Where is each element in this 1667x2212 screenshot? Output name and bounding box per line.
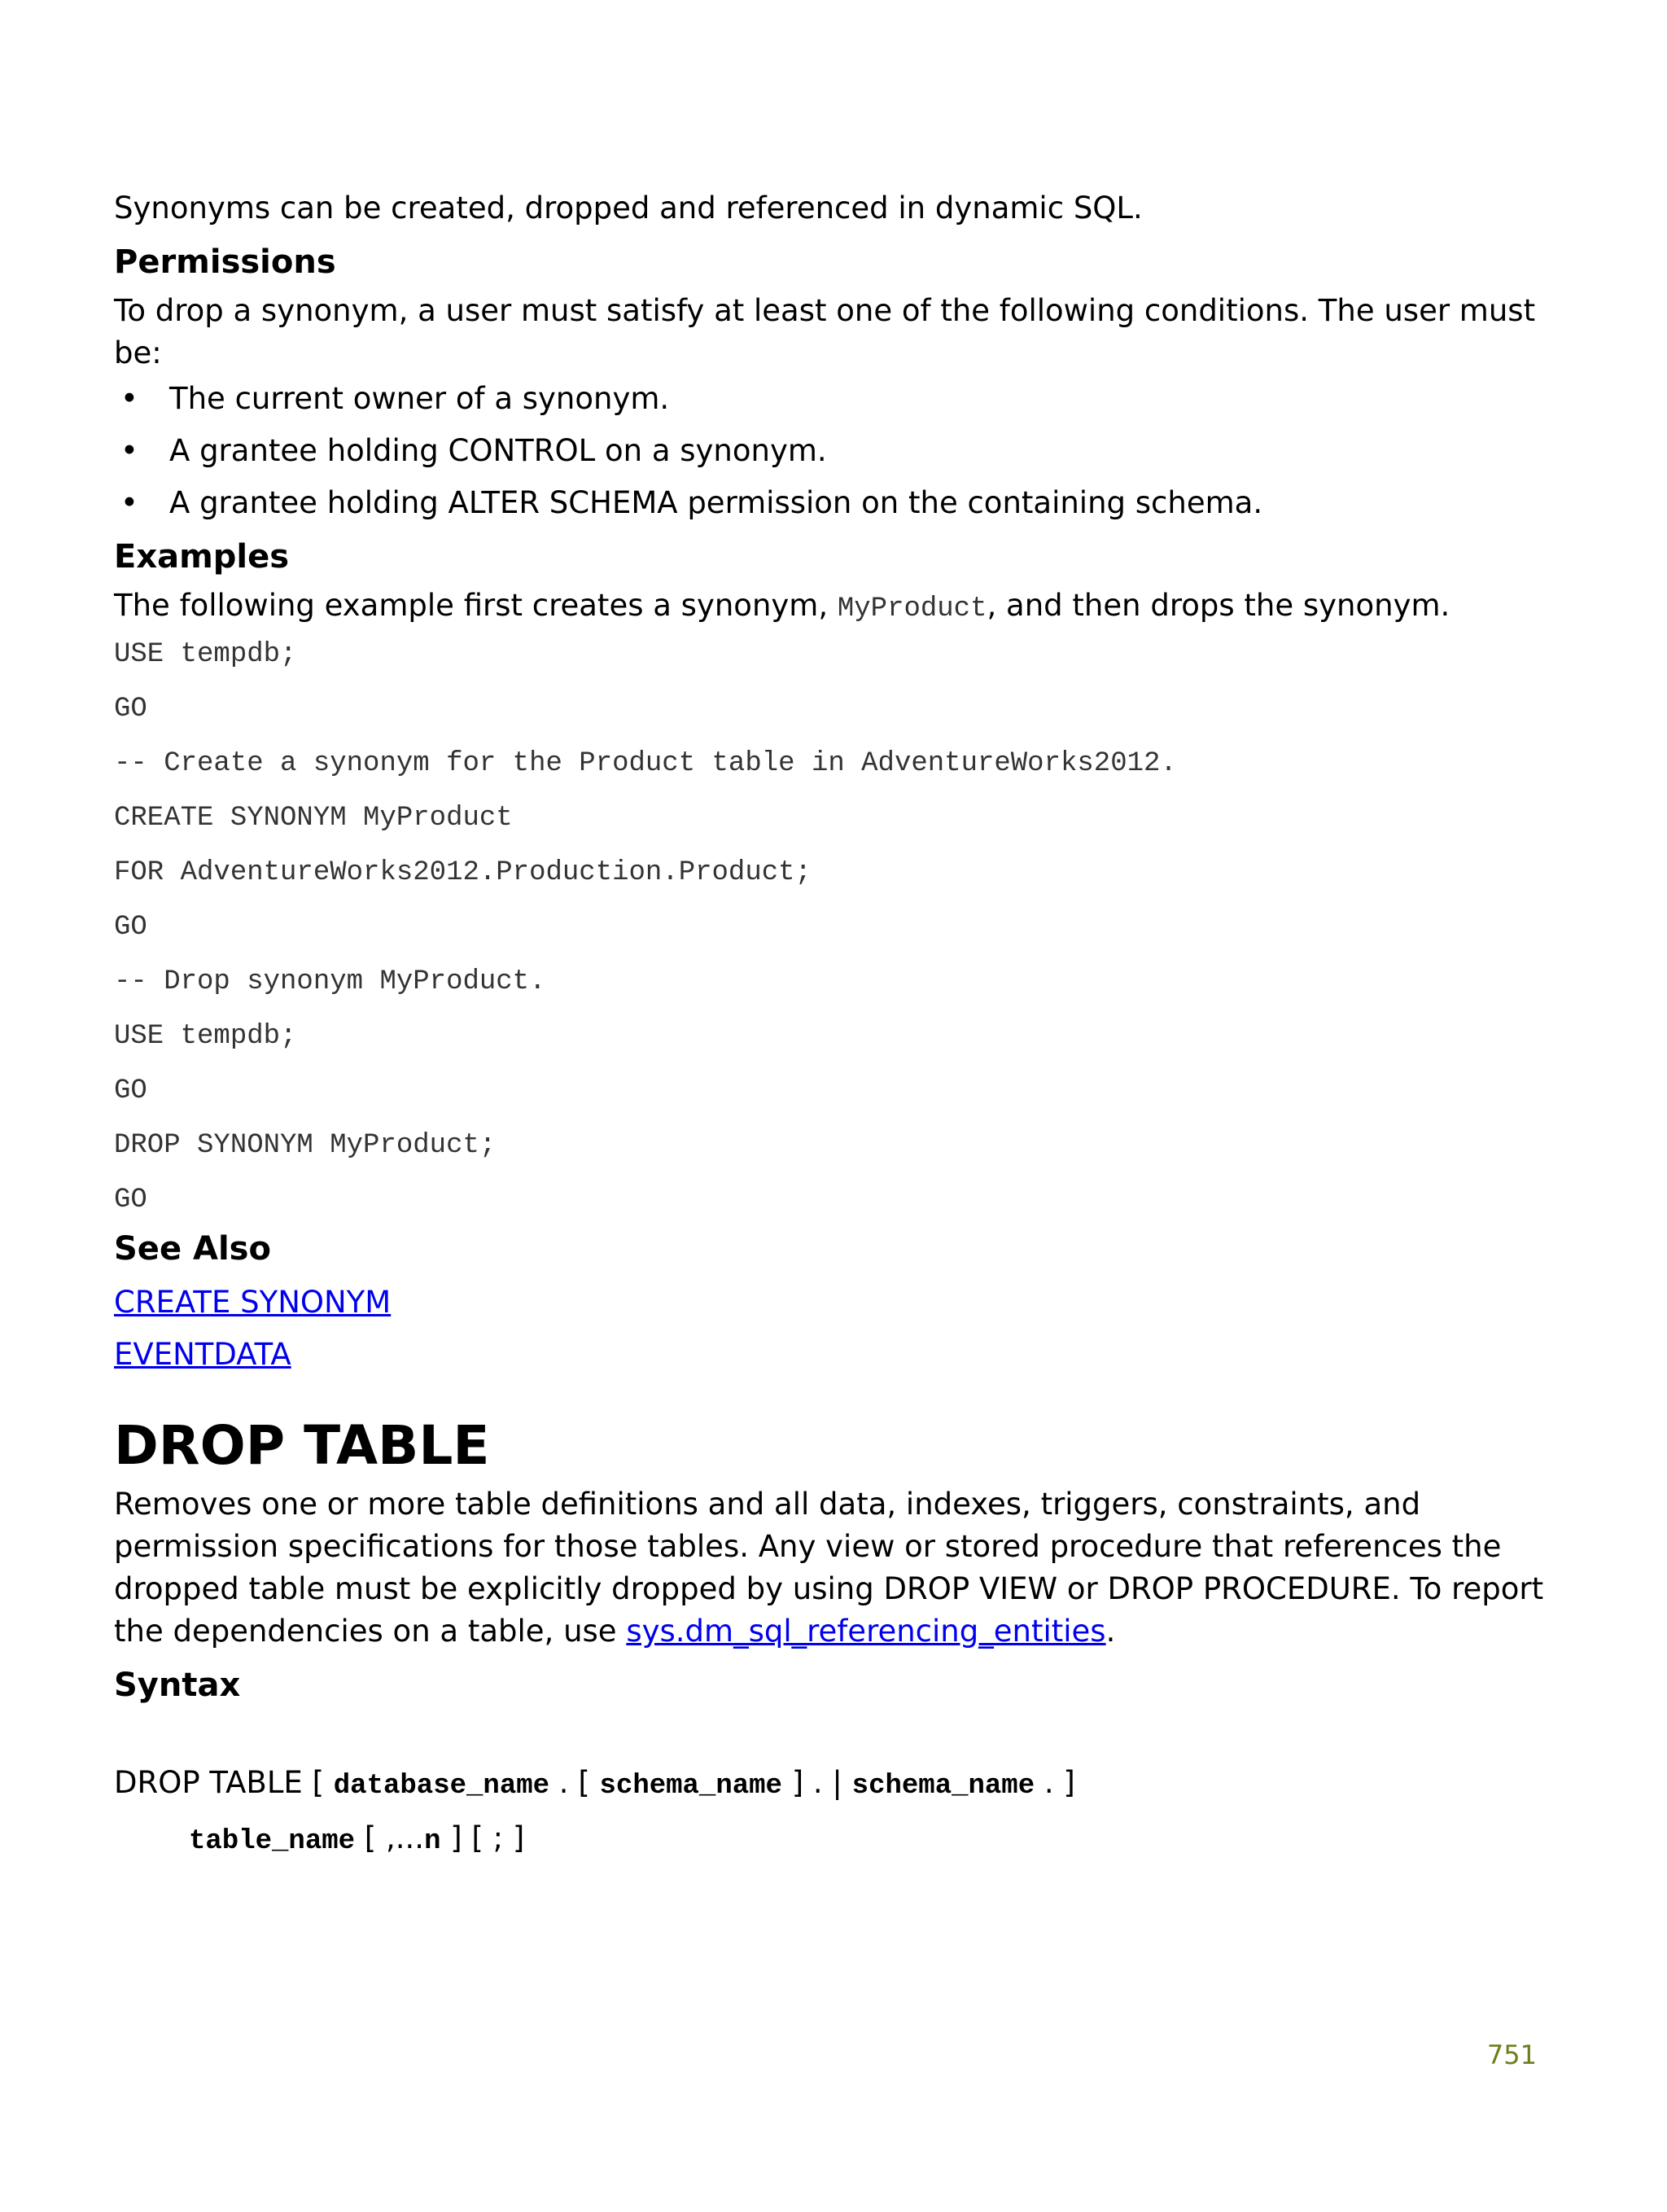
drop-table-title: DROP TABLE <box>114 1414 490 1477</box>
link-sys-dm-sql-referencing-entities[interactable]: sys.dm_sql_referencing_entities <box>626 1614 1106 1649</box>
code-line: CREATE SYNONYM MyProduct <box>114 803 513 834</box>
syntax-line-1: DROP TABLE [ database_name . [ schema_name ] . | schema_name . ] <box>114 1765 1075 1802</box>
permissions-heading: Permissions <box>114 243 336 281</box>
code-line: USE tempdb; <box>114 639 297 670</box>
document-page <box>114 187 1547 1868</box>
examples-heading: Examples <box>114 538 290 576</box>
permissions-text: To drop a synonym, a user must satisfy at least one of the following conditions. The user must be: <box>114 293 1536 370</box>
code-line: GO <box>114 912 147 943</box>
permissions-list <box>114 378 1547 524</box>
bullet-icon: • <box>120 433 138 468</box>
syntax-heading: Syntax <box>114 1667 241 1704</box>
code-line: -- Drop synonym MyProduct. <box>114 966 546 997</box>
code-line: USE tempdb; <box>114 1021 297 1052</box>
code-line: GO <box>114 1185 147 1216</box>
see-also-heading: See Also <box>114 1230 271 1268</box>
code-line: -- Create a synonym for the Product table in AdventureWorks2012. <box>114 748 1177 779</box>
examples-text: The following example first creates a synonym, MyProduct, and then drops the synonym. <box>114 588 1450 624</box>
link-eventdata[interactable]: EVENTDATA <box>114 1337 291 1372</box>
page-number: 751 <box>1486 2039 1537 2070</box>
syntax-line-2: table_name [ ,...n ] [ ; ] <box>189 1820 525 1857</box>
list-item: • A grantee holding ALTER SCHEMA permission on the containing schema. <box>114 482 1547 524</box>
syntax-block <box>114 1757 1547 1868</box>
code-line: FOR AdventureWorks2012.Production.Product; <box>114 857 812 888</box>
code-line: GO <box>114 694 147 725</box>
inline-code: MyProduct <box>837 594 987 624</box>
code-line: DROP SYNONYM MyProduct; <box>114 1130 497 1161</box>
bullet-icon: • <box>120 381 138 416</box>
list-item: • A grantee holding CONTROL on a synonym. <box>114 430 1547 472</box>
code-block <box>114 638 1547 1216</box>
link-create-synonym[interactable]: CREATE SYNONYM <box>114 1285 392 1320</box>
intro-paragraph: Synonyms can be created, dropped and referenced in dynamic SQL. <box>114 191 1143 226</box>
drop-table-description: Removes one or more table definitions and all data, indexes, triggers, constraints, and permission specifications for those tables. Any view or stored procedure that references the dropped table must be explicitly dropped by using DROP VIEW or DROP PROCEDURE. To report the dependencies on a table, use sys.dm_sql_referencing_entities. <box>114 1487 1544 1649</box>
list-item: • The current owner of a synonym. <box>114 378 1547 420</box>
code-line: GO <box>114 1075 147 1106</box>
bullet-icon: • <box>120 485 138 520</box>
